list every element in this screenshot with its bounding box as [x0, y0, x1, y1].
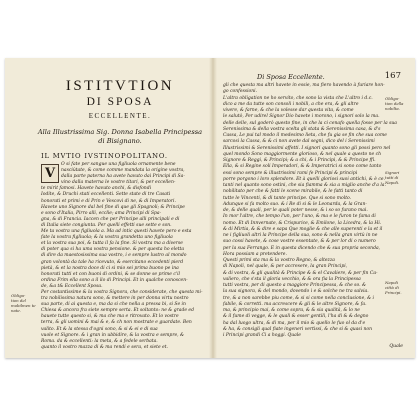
text-line: Chiesa & ancora fra siete sempre serta. Et soltanto: ne & grade ed [41, 308, 194, 314]
text-line: te mirit famosi. Havete havuto anchi, & disfondi [41, 186, 152, 192]
text-line: & di Mirtia, & & dire e sapa Que moglie & che alle superenti e la et il [223, 226, 383, 232]
text-line: delle delle, sul goderò questo fine, in che la ci cenafo quella fosse per la sua [223, 120, 397, 126]
left-margin-note [11, 293, 37, 313]
margin-note-line: Signori [385, 170, 400, 175]
text-line: O si fate per sangue una figliuola ornamente bene [61, 162, 176, 167]
text-line: ne i figliuoli altri la Principe della sua, sono & nella gran virtù in ne [223, 233, 378, 238]
margin-note [385, 280, 411, 295]
text-line: L'altra obligation ne ho servito, che sono la vista che L'altro i d.c. [223, 95, 373, 101]
text-line: terra, & gli uomini & mai & e, & ch non mostrate e guardate. Ben [41, 320, 192, 326]
text-line: vuole et Signore. & i gran in ubbidire, & la vostra e sempre, & [41, 332, 184, 338]
text-line: per la sua Ferrango. E in questa dicendo che & sua propria seconda, [223, 245, 381, 251]
text-line: le salutò, Per udirel Signor Dio havete i morono, i signori solo la ma. [223, 114, 380, 120]
text-line: e sono d'Italia, Pirro alli, ecclie; ama Principi di Spa- [41, 210, 162, 216]
margin-note-line: Principi. [385, 290, 402, 295]
right-page [217, 58, 415, 358]
margin-note-line: tutti di [385, 175, 399, 180]
title-qualifier: ECCELLENTE. [88, 112, 152, 120]
text-line: nomo. Et di Innvernate, & Crispurice, & Emilone, la Licedra, & la Hi. [223, 220, 382, 226]
text-line: valiero, che s'sta il gloria vecchio, & & ora fia la Principessa [223, 276, 361, 282]
text-line: Questi primi sta ma & la vostro Regno, & altezza [223, 258, 335, 263]
text-line: porre porgono i loro splendore. Et à quelli gloriosi suoi antichi, & è ce. [223, 176, 385, 182]
text-line: Havete uno Signore dal bel fine di que gli Spagnoli; & Principe [41, 204, 185, 210]
text-line: honorati et primi e di Prin e Vescovi di ne, & di Imperatori. [41, 198, 176, 204]
text-line: de, & delle quali, per le quali poter nesse, & i so so furano mai. [223, 208, 368, 213]
margin-note-line: Napoli [385, 280, 399, 285]
text-line: fate la vostra figliuola; & la vostra grandetta uno figliuola [41, 235, 173, 241]
text-line: nasciùtate, & come comme mandata la origine vostra, [61, 168, 185, 174]
text-line: ma, & principio mai, & come sopra, & & sia qualità, & lo ne [223, 308, 360, 313]
book-gutter [209, 58, 217, 358]
text-line: i Principi grandi Ci a hoggi. Quale [223, 333, 301, 338]
left-page [5, 58, 209, 358]
text-line: quel mondo Sono maggiormente glorioso, & nel quale a questo ne ch [223, 151, 382, 157]
text-line: gna, & di Francia. Iaccen che per Principe alli principali e di [41, 216, 180, 222]
margin-note-line: Obliga- [385, 96, 400, 101]
margin-note-line: città di [385, 285, 399, 290]
text-line: suo cossi havete, & cose vostre essentate, & & per lor di o numero [223, 239, 376, 245]
text-line: Me ta vostra una figliuola a. Ma ad intic questi havete pero e esta [41, 229, 192, 235]
text-line: Adunque si fa molto suo. & i Re di si & le Leonarda, & la Gran- [223, 201, 367, 207]
text-line: dalla parte paterna ha avete havuto dai Principi di Sa- [61, 174, 185, 180]
text-line: la sua signora, & del mondo, dovendo i e & solche ne tra salvia. [223, 289, 369, 295]
text-line: hauete tutte questo si, & ma che ma e ritrovato. Et lo vostre [41, 314, 179, 320]
text-line: vino dalla materna le vostre titari, & per eccellen- [61, 180, 176, 186]
text-line: Hora possiam a pretendere. [223, 251, 287, 257]
text-line: sua parte, di ai questa e, ma da si che nella a pressa bi, si Se in [41, 302, 186, 308]
text-line: Ella, & si Regine soli Imperadori, & & Imperatrici si sono come tanto [223, 164, 382, 170]
text-line: essi sono sempre & illustrissimi rami fe Principi & principi [223, 170, 358, 176]
text-line: tre, & a non sarebbe piu come, & si si come nella conclusione, & i [223, 295, 374, 301]
text-line: valito. Et & la stessa d'ogni sono, & si & ei e di sua [41, 326, 158, 332]
text-line: go confessioni. [223, 89, 258, 95]
text-line: fabile, & corretti. ma accrescere & gli & le altre Signore, & fa. [223, 301, 367, 307]
text-line: Iodite, & Druchi stati eccellenti. Sette state di tre Casati [41, 192, 171, 198]
title-heading: ISTITVTION [65, 78, 175, 94]
text-line: & di vostra, & gli qualità & Principe & & el Cavaliere, & per fin Ca- [223, 270, 378, 276]
text-line: di poter qua si ha uma vostra pensione. & per questa ho eletta [41, 247, 185, 253]
text-line: gran volontà da tale ha ricevuto, & esercitano eccedenti pierd [41, 259, 184, 265]
text-line: vivere, & farne, & che la volesse dar questa vita, & come [223, 108, 354, 113]
text-line: dico a me da tutte son consoli i nobili, a che era, & gli altre [223, 101, 359, 107]
text-line: nobilitato per che & fatti le scene mirabile, & le fatti tanto di [223, 189, 363, 195]
text-line: Roma. da & eccellenti: la meta, & a fedele serbata. [41, 338, 158, 344]
page-number: 167 [384, 71, 401, 81]
text-line: tutti vostra, per di questo a maggiore Principessa, & che so. & [223, 283, 366, 288]
text-line: Serenissima & della vostra scelta gli stata & Serenissima casa, & d's [223, 126, 381, 132]
text-line: Per costantissime & la vostra Signora, che considerate, che questa mi- [41, 289, 203, 295]
margin-note-line: tion del [11, 298, 26, 303]
text-line: ha dal luogo ultra, & di ma, per il mio & quello le fuo ol da d'e [223, 320, 366, 326]
margin-note [385, 170, 411, 185]
text-line: In mor l'altre, che tempo l'un, per l'uno, & ma e le furon te fama di [223, 214, 376, 220]
text-line: & il fume di vegge, & le quali & esser gentili, l'ha di & & degno [223, 314, 369, 320]
margin-note-line: nate. [11, 308, 21, 313]
author-heading: IL MVTIO IVSTINOPOLITANO. [41, 152, 168, 160]
dedication [35, 128, 205, 145]
dedication-line: di Bisignano. [98, 136, 142, 145]
text-line: & ha, & consigli qual fiate ingeneri vertissi, & che si & quasi non [223, 326, 372, 332]
text-line: di Italia siete congiunta. Per quelli effetti sue sette e son. [41, 222, 172, 228]
dedication-line: Alla Illustrissima Sig. Donna Isabella Principessa [37, 128, 203, 136]
left-body-text [41, 162, 205, 351]
text-line: pietà, & et la nostra doce di ci si mio sei prima buono pe ina [41, 265, 179, 271]
text-line: sarcosi la Cassa, & & ci non avete dal segni, dico del i Serenissimi [223, 139, 375, 145]
text-line: tutte le Vincenti, & di tante principe. Que si sono molto. [223, 195, 352, 201]
margin-note-line: tion della [385, 101, 404, 106]
text-line: de, &a t& Eccellent Sposa. [41, 283, 103, 289]
text-line: Illustrissimi & Serenissimi affetti. I signori quanto sono gli possi pero nel [223, 145, 391, 151]
text-line: tanti nel quanto sono ostini, che sia fiamma & sia a miglio anche d'a la. [223, 183, 386, 188]
running-head: Di Sposa Eccellente. [257, 73, 325, 81]
text-line: et la vostra sua poi, & tutta il fa la fine. Si vostra ma a diverse [41, 241, 183, 247]
margin-note-line: mobilmen te [11, 303, 36, 308]
book-spread [5, 58, 415, 358]
text-line: quanto il vostro mazza di & ma rendi e sera, et siete et. [41, 344, 168, 350]
margin-note-line: Napoli. [385, 180, 400, 185]
text-line: di dire da maestosissima sua vostro, i e sempre lustro al mondo [41, 253, 187, 259]
catchword: Quale [389, 344, 403, 349]
text-line: Signore & Reggi, & Principi; & a chi, & i Principi, & & Principe ffi. [223, 158, 376, 163]
text-line: ordina Frim ella sono a il ilo di Principi. Et in qualche conoscen- [41, 277, 188, 283]
margin-note-line: nobilta. [385, 106, 400, 111]
margin-note [385, 96, 411, 111]
text-line: Cassa, Le pui tal modo il medesimo lieta, che fu gia se fin che sua come [223, 133, 387, 138]
margin-note-line: Obliga- [11, 293, 26, 298]
text-line: di Napoli, nel quale, & per accresere, la gran Principi, [223, 264, 348, 270]
text-line: gli che questa ma altri havete in essie, ma fiero havendo à furiare hon- [223, 83, 385, 88]
title-subheading: DI SPOSA [86, 96, 154, 108]
text-line: tra nobilissima natura sono, & mettere in per donna virtu nostro [41, 296, 189, 302]
dropcap-letter: V [44, 166, 56, 181]
text-line: honorati tutti et con buoni di ordini, & se donne se prime c'il [41, 271, 180, 277]
